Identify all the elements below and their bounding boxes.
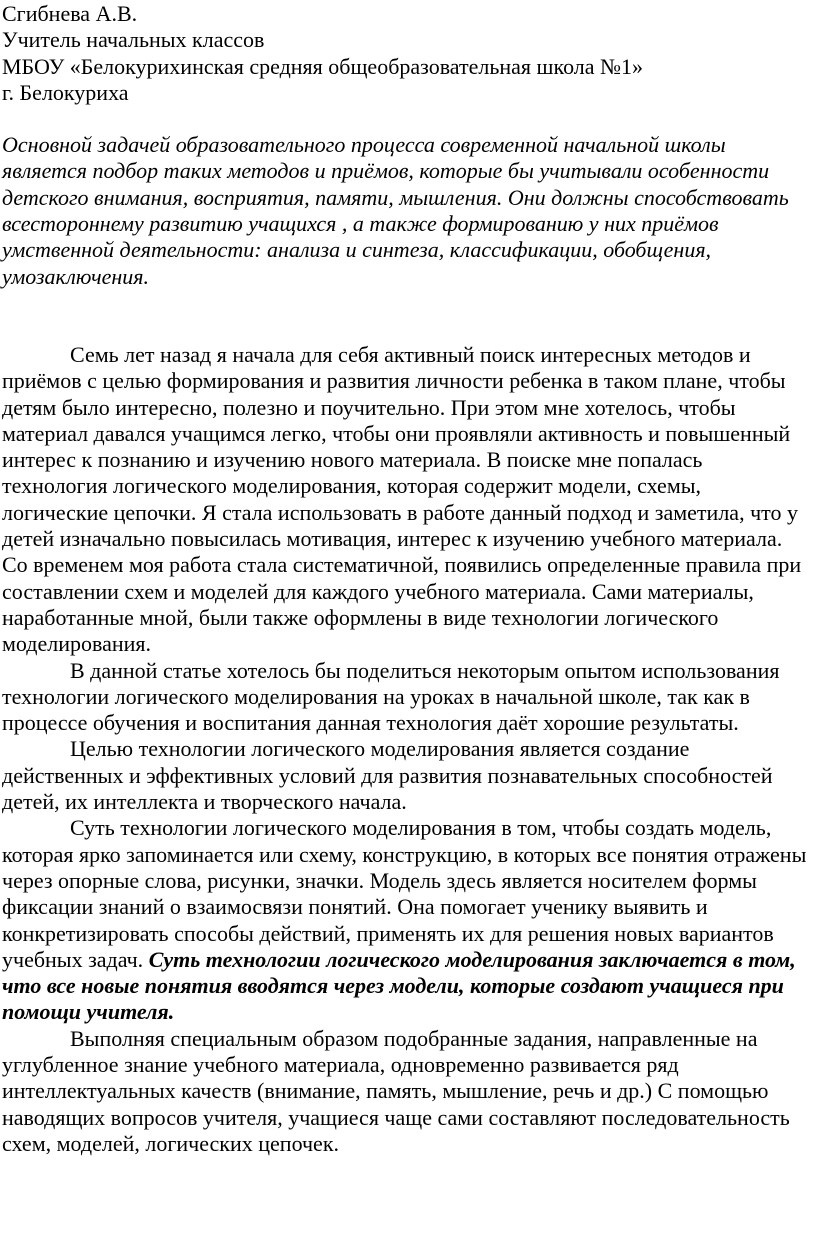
- body-paragraph-4-emphasis: Суть технологии логического моделирования заключается в том, что все новые понятия вводятся через модели, которые создают учащиеся при помощи учителя.: [2, 946, 796, 1025]
- author-position: Учитель начальных классов: [2, 27, 265, 53]
- abstract-paragraph: Основной задачей образовательного процесса современной начальной школы является подбор таких методов и приёмов, которые бы учитывали особенности детского внимания, восприятия, памяти, мышления. Они должны способствовать всестороннему развитию учащихся , а также формированию у них приёмов умственной деятельности: анализа и синтеза, классификации, обобщения, умозаключения.: [2, 132, 789, 289]
- author-header: [2, 0, 810, 106]
- body-paragraph-4: [2, 815, 810, 1025]
- school-name: МБОУ «Белокурихинская средняя общеобразовательная школа №1»: [2, 53, 644, 79]
- spacer: [2, 290, 810, 342]
- body-paragraph-1: Семь лет назад я начала для себя активный поиск интересных методов и приёмов с целью формирования и развития личности ребенка в таком плане, чтобы детям было интересно, полезно и поучительно. При этом мне хотелось, чтобы материал давался учащимся легко, чтобы они проявляли активность и повышенный интерес к познанию и изучению нового материала. В поиске мне попалась технология логического моделирования, которая содержит модели, схемы, логические цепочки. Я стала использовать в работе данный подход и заметила, что у детей изначально повысилась мотивация, интерес к изучению учебного материала. Со временем моя работа стала систематичной, появились определенные правила при составлении схем и моделей для каждого учебного материала. Сами материалы, наработанные мной, были также оформлены в виде технологии логического моделирования.: [2, 341, 802, 657]
- body-paragraph-5: Выполняя специальным образом подобранные задания, направленные на углубленное знание учебного материала, одновременно развивается ряд интеллектуальных качеств (внимание, память, мышление, речь и др.) С помощью наводящих вопросов учителя, учащиеся чаще сами составляют последовательность схем, моделей, логических цепочек.: [2, 1025, 790, 1156]
- article-body: [2, 342, 810, 1157]
- body-paragraph-4-text: Суть технологии логического моделирования в том, чтобы создать модель, которая ярко запоминается или схему, конструкцию, в которых все понятия отражены через опорные слова, рисунки, значки. Модель здесь является носителем формы фиксации знаний о взаимосвязи понятий. Она помогает ученику выявить и конкретизировать способы действий, применять их для решения новых вариантов учебных задач.: [2, 815, 807, 972]
- city-name: г. Белокуриха: [2, 79, 129, 105]
- body-paragraph-3: Целью технологии логического моделирования является создание действенных и эффективных условий для развития познавательных способностей детей, их интеллекта и творческого начала.: [2, 736, 773, 815]
- author-name: Сгибнева А.В.: [2, 1, 138, 26]
- body-paragraph-2: В данной статье хотелось бы поделиться некоторым опытом использования технологии логического моделирования на уроках в начальной школе, так как в процессе обучения и воспитания данная технология даёт хорошие результаты.: [2, 657, 780, 736]
